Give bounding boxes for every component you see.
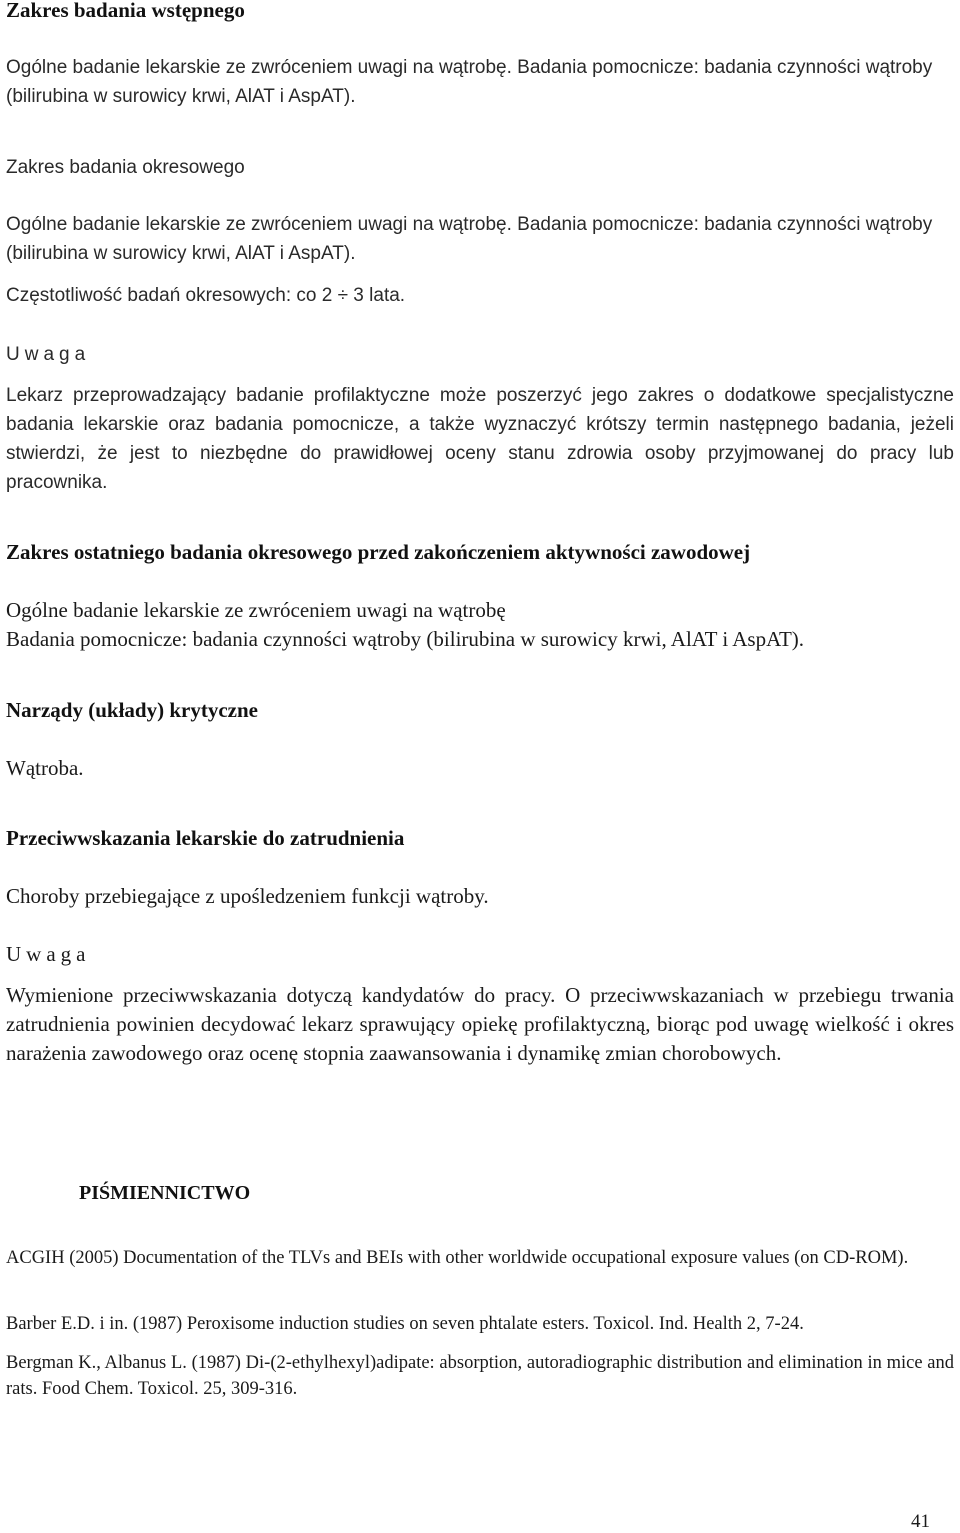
bibliography-entry-3: Bergman K., Albanus L. (1987) Di-(2-ethylhexyl)adipate: absorption, autoradiographic distribution and elimination in mice and rats. Food Chem. Toxicol. 25, 309-316.	[6, 1353, 954, 1399]
heading-initial-exam: Zakres badania wstępnego	[6, 0, 245, 22]
periodic-exam-frequency: Częstotliwość badań okresowych: co 2 ÷ 3 lata.	[6, 285, 406, 306]
page-number: 41	[911, 1511, 930, 1532]
bibliography-entry-1: ACGIH (2005) Documentation of the TLVs and BEIs with other worldwide occupational exposure values (on CD-ROM).	[6, 1248, 909, 1268]
heading-critical-organs: Narządy (układy) krytyczne	[6, 698, 258, 722]
final-exam-line-1: Ogólne badanie lekarskie ze zwróceniem uwagi na wątrobę	[6, 598, 506, 622]
critical-organs-text: Wątroba.	[6, 756, 84, 780]
final-exam-line-2: Badania pomocnicze: badania czynności wątroby (bilirubina w surowicy krwi, AlAT i AspAT).	[6, 627, 805, 651]
initial-exam-text: Ogólne badanie lekarskie ze zwróceniem uwagi na wątrobę. Badania pomocnicze: badania czynności wątroby (bilirubina w surowicy krwi, AlAT i AspAT).	[6, 57, 933, 107]
note-label-1: Uwaga	[6, 344, 91, 365]
heading-contraindications: Przeciwwskazania lekarskie do zatrudnienia	[6, 826, 405, 850]
heading-periodic-exam: Zakres badania okresowego	[6, 157, 245, 178]
note-label-2: Uwaga	[6, 942, 91, 966]
note-text-2: Wymienione przeciwwskazania dotyczą kandydatów do pracy. O przeciwwskazaniach w przebiegu trwania zatrudnienia powinien decydować lekarz sprawujący opiekę profilaktyczną, biorąc pod uwagę wielkość i okres narażenia zawodowego oraz ocenę stopnia zaawansowania i dynamikę zmian chorobowych.	[6, 983, 954, 1065]
bibliography-entry-2: Barber E.D. i in. (1987) Peroxisome induction studies on seven phtalate esters. Toxicol. Ind. Health 2, 7-24.	[6, 1314, 804, 1334]
heading-bibliography: PIŚMIENNICTWO	[79, 1182, 251, 1204]
periodic-exam-text: Ogólne badanie lekarskie ze zwróceniem uwagi na wątrobę. Badania pomocnicze: badania czynności wątroby (bilirubina w surowicy krwi, AlAT i AspAT).	[6, 214, 933, 264]
note-text-1: Lekarz przeprowadzający badanie profilaktyczne może poszerzyć jego zakres o dodatkowe specjalistyczne badania lekarskie oraz badania pomocnicze, a także wyznaczyć krótszy termin następnego badania, jeżeli stwierdzi, że jest to niezbędne do prawidłowej oceny stanu zdrowia osoby przyjmowanej do pracy lub pracownika.	[6, 385, 954, 493]
heading-final-exam: Zakres ostatniego badania okresowego przed zakończeniem aktywności zawodowej	[6, 540, 751, 564]
contraindications-text: Choroby przebiegające z upośledzeniem funkcji wątroby.	[6, 884, 489, 908]
